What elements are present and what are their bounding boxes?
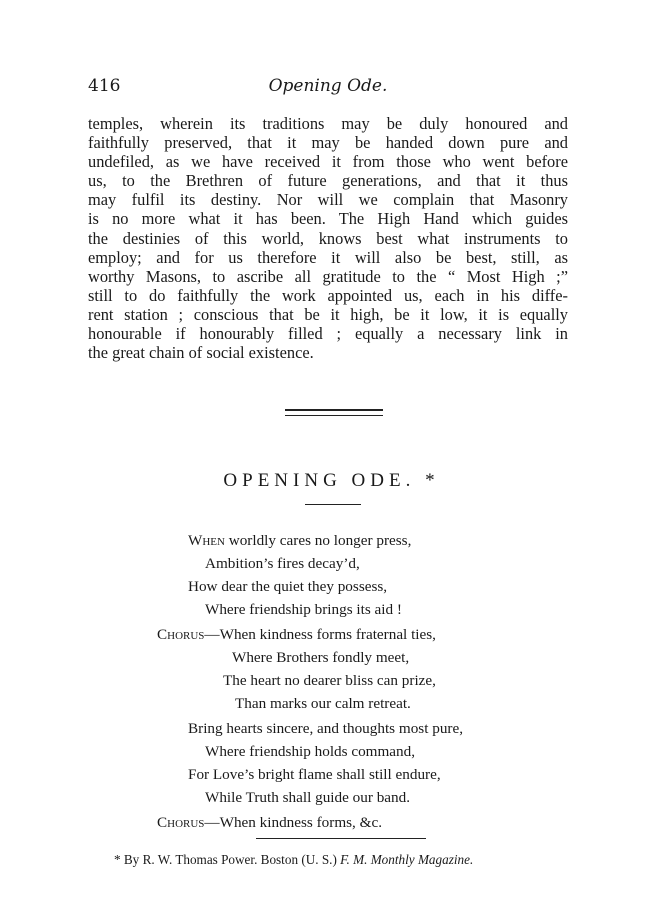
- chorus-line: Chorus—When kindness forms fraternal ties,: [157, 626, 436, 643]
- prose-line: us, to the Brethren of future generations, and that it thus: [88, 171, 568, 191]
- prose-line: rent station ; conscious that be it high, be it low, it is equally: [88, 304, 568, 324]
- verse-line: Ambition’s fires decay’d,: [205, 555, 360, 572]
- verse-line: Where friendship brings its aid !: [205, 601, 402, 618]
- footnote-source: F. M. Monthly Magazine.: [340, 852, 474, 867]
- chorus-line: Than marks our calm retreat.: [235, 695, 411, 712]
- page-header: [88, 76, 568, 100]
- page-number: 416: [88, 76, 121, 96]
- prose-line: temples, wherein its traditions may be duly honoured and: [88, 114, 568, 133]
- prose-line: the destinies of this world, knows best what instruments to: [88, 228, 568, 248]
- prose-line: worthy Masons, to ascribe all gratitude to the “ Most High ;”: [88, 266, 568, 286]
- prose-line: the great chain of social existence.: [88, 343, 314, 363]
- footnote-text: * By R. W. Thomas Power. Boston (U. S.): [114, 852, 341, 867]
- ode-title: OPENING ODE. *: [223, 470, 440, 491]
- chorus-line: Where Brothers fondly meet,: [232, 649, 410, 666]
- title-underline: [305, 504, 361, 505]
- footnote: [114, 852, 574, 868]
- verse-line: How dear the quiet they possess,: [188, 578, 388, 595]
- verse-line: For Love’s bright flame shall still endure,: [188, 766, 441, 783]
- verse-line: Bring hearts sincere, and thoughts most pure,: [188, 720, 464, 737]
- verse-line: While Truth shall guide our band.: [205, 789, 411, 806]
- prose-line: is no more what it has been. The High Hand which guides: [88, 209, 568, 229]
- prose-line: faithfully preserved, that it may be handed down pure and: [88, 133, 568, 153]
- verse-line: Where friendship holds command,: [205, 743, 416, 760]
- prose-line: still to do faithfully the work appointed us, each in his diffe-: [88, 285, 568, 305]
- prose-line: may fulfil its destiny. Nor will we complain that Masonry: [88, 190, 568, 210]
- chorus-line: The heart no dearer bliss can prize,: [223, 672, 436, 689]
- chorus-line: Chorus—When kindness forms, &c.: [157, 814, 382, 831]
- prose-line: honourable if honourably filled ; equally a necessary link in: [88, 324, 568, 344]
- verse-line: When worldly cares no longer press,: [188, 532, 412, 549]
- running-title: Opening Ode.: [268, 76, 388, 96]
- prose-line: employ; and for us therefore it will also be best, still, as: [88, 247, 568, 267]
- section-divider: [285, 409, 383, 416]
- footnote-divider: [256, 838, 426, 839]
- prose-line: undefiled, as we have received it from those who went before: [88, 152, 568, 172]
- prose-paragraph: [88, 114, 568, 362]
